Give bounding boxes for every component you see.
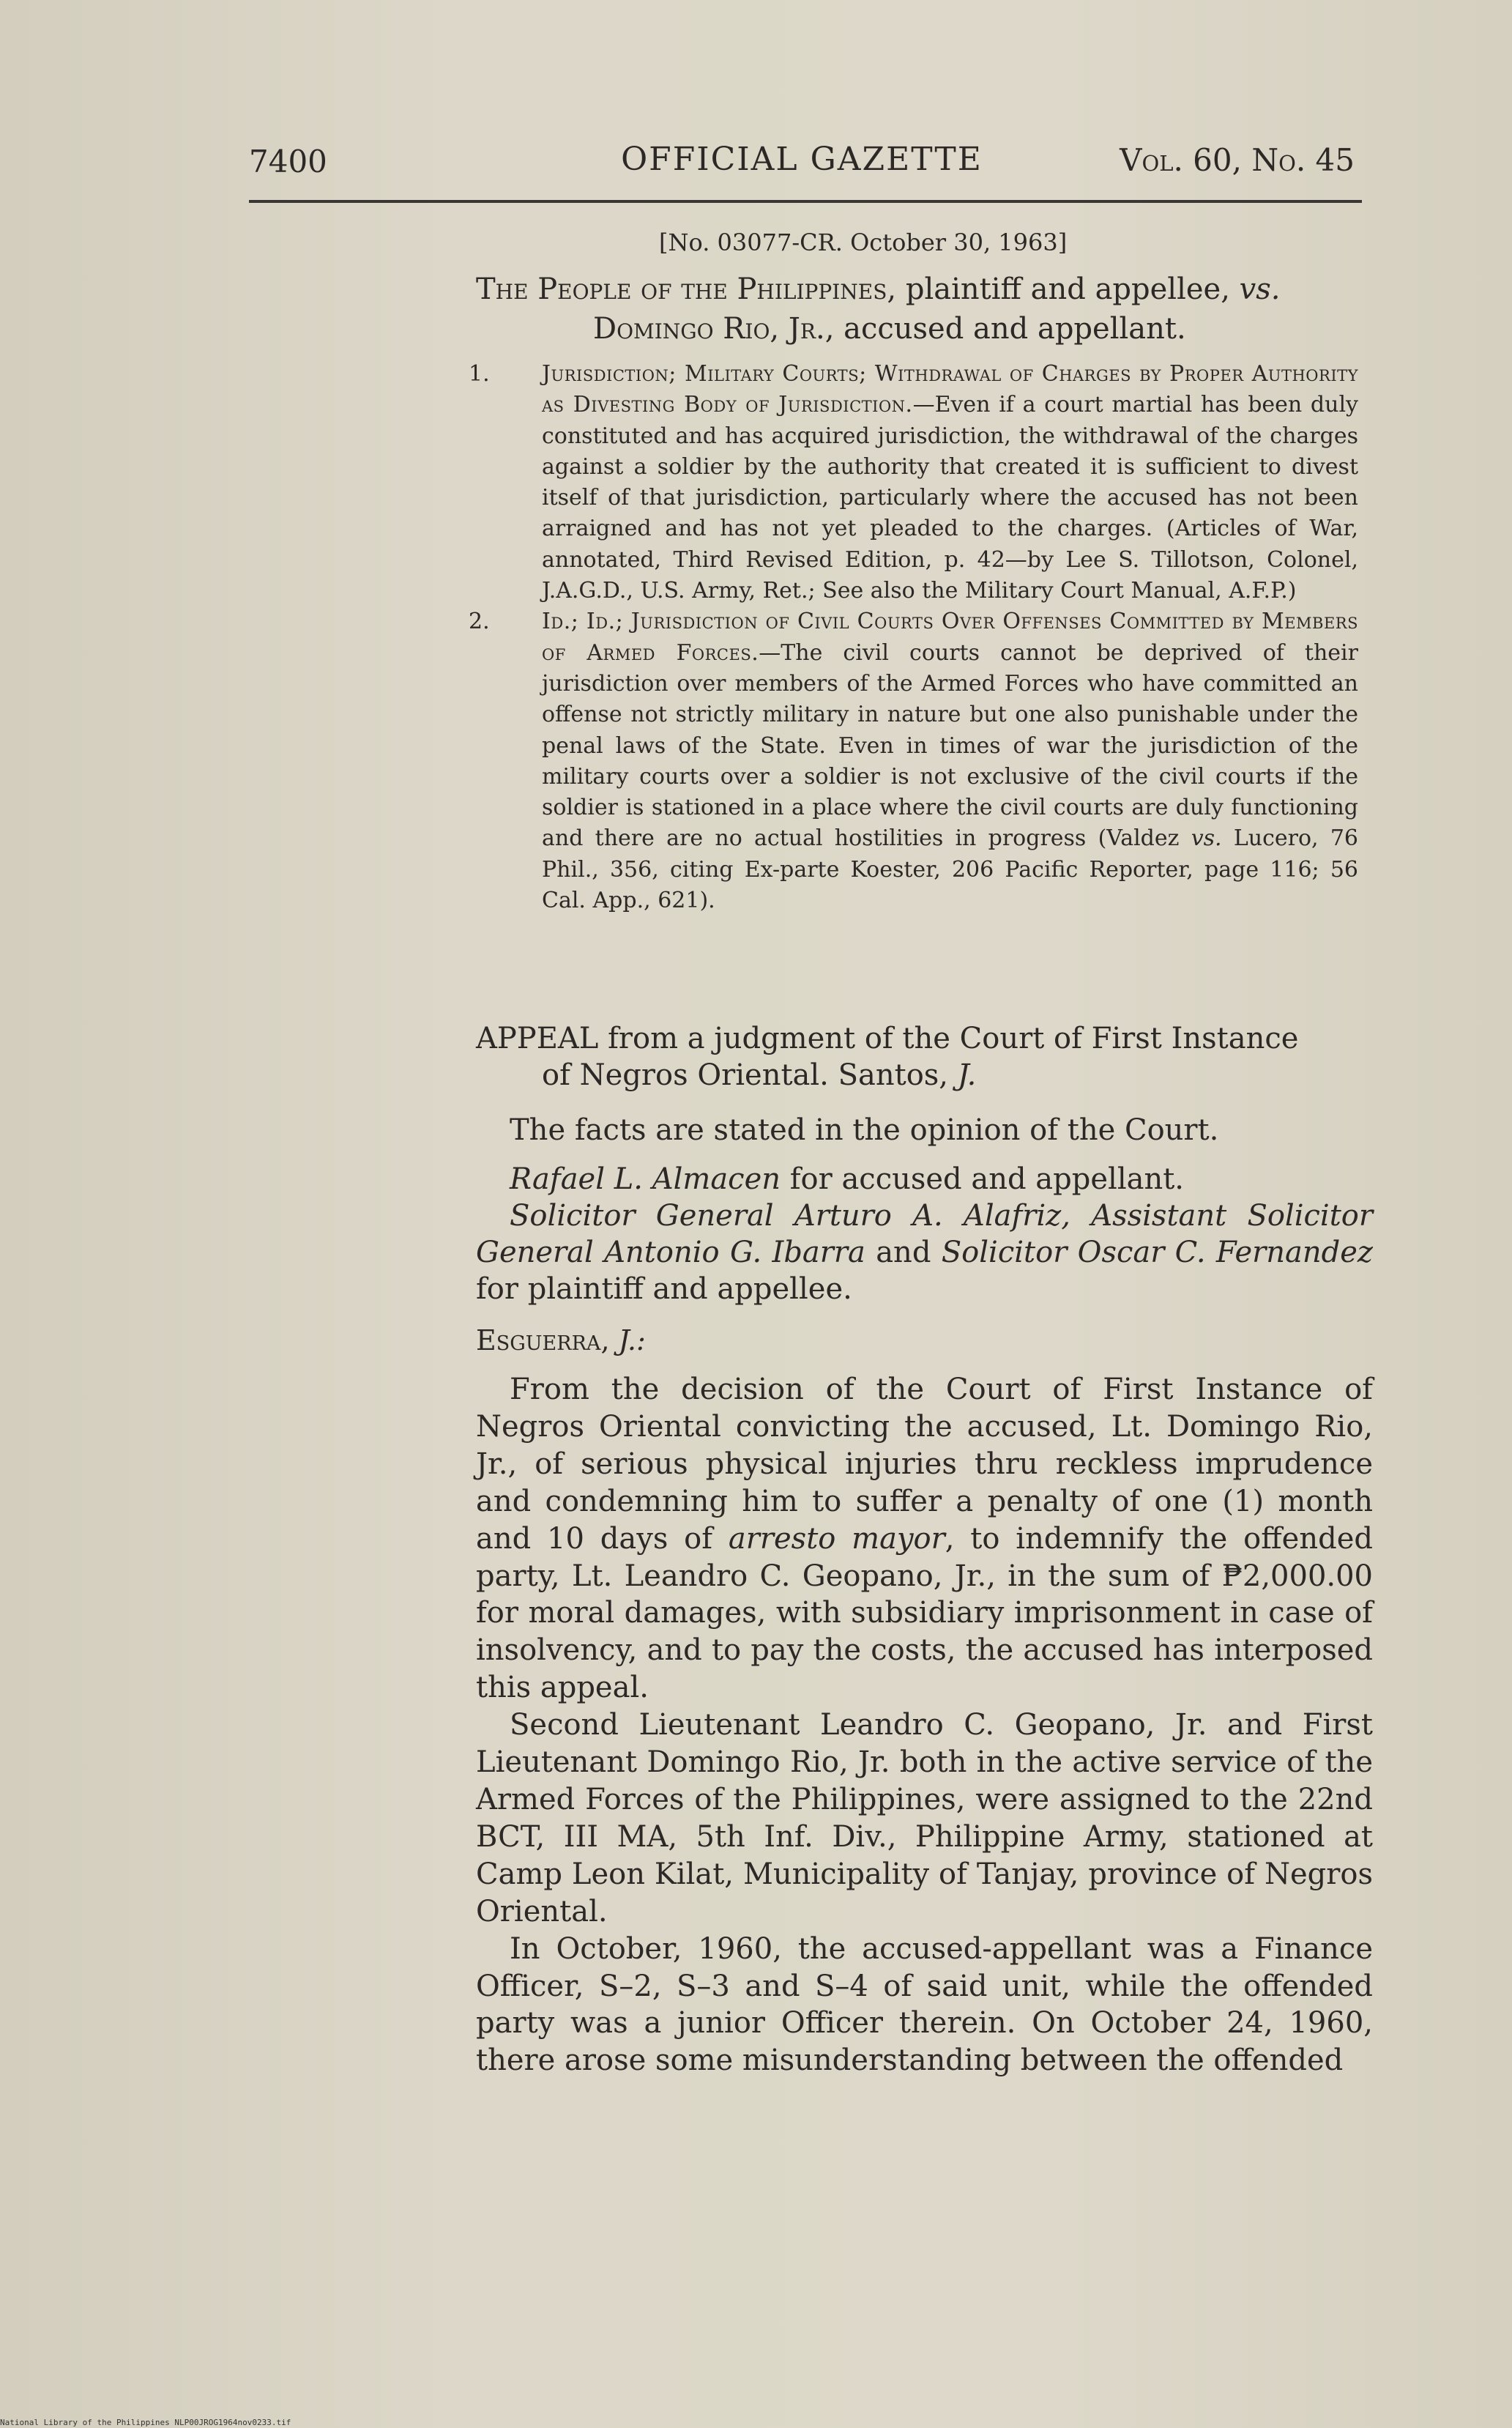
syllabus-heading: Id.; Id.; Jurisdiction of Civil Courts Over Offenses Committed by Members of Armed Forces. [542,609,1358,666]
plaintiff-name: The People of the Philippines [476,272,887,306]
accused-name: Domingo Rio, Jr. [593,312,825,346]
counsel-appellee [476,1198,1373,1307]
appeal-line-1: APPEAL from a judgment of the Court of First Instance [476,1022,1299,1055]
publication-title: OFFICIAL GAZETTE [621,141,983,178]
counsel-role: for accused and appellant. [781,1162,1185,1196]
opinion-body [476,1371,1373,2079]
syllabus-item [469,359,1358,606]
facts-statement: The facts are stated in the opinion of the Court. [510,1113,1219,1147]
ponente: Esguerra, J.: [476,1324,646,1356]
plaintiff-role: , plaintiff and appellee, [887,272,1240,306]
paragraph: In October, 1960, the accused-appellant was a Finance Officer, S–2, S–3 and S–4 of said unit, while the offended party was a junior Officer therein. On October 24, 1960, there arose some misunderstanding between the offended [476,1931,1373,2078]
scan-footer: National Library of the Philippines NLP00JROG1964nov0233.tif [0,2418,291,2427]
counsel-role-2: for plaintiff and appellee. [476,1272,852,1306]
syllabus-number: 2. [469,609,490,635]
counsel-name: Rafael L. Almacen [510,1162,781,1196]
syllabus [469,359,1358,916]
paragraph-text: From the decision of the Court of First Instance of Negros Oriental convicting the accused, Lt. Domingo Rio, Jr., of serious physical injuries thru reckless imprudence and condemning him to suffer a penalty of one (1) month and 10 days of [476,1373,1373,1556]
title-line-2 [476,309,1369,349]
counsel-and: and [865,1236,942,1269]
accused-role: , accused and appellant. [824,312,1186,346]
ponente-title: J.: [618,1324,646,1356]
header-rule [249,200,1362,203]
counsel-name-2: Solicitor Oscar C. Fernandez [941,1236,1373,1269]
counsel-names: Solicitor General Arturo A. Alafriz, Assistant Solicitor General Antonio G. Ibarra [476,1199,1373,1269]
appeal-line-2 [476,1057,1362,1094]
page-number: 7400 [249,144,327,179]
appeal-statement [476,1020,1362,1094]
paragraph-italic: arresto mayor [728,1521,945,1556]
syllabus-versus: vs. [1191,825,1222,852]
syllabus-text: —The civil courts cannot be deprived of their jurisdiction over members of the Armed Forces who have committed an offense not strictly military in nature but one also punishable under the penal laws of the State. Even in times of war the jurisdiction of the military courts over a soldier is not exclusive of the civil courts if the soldier is stationed in a place where the civil courts are duly functioning and there are no actual hostilities in progress (Valdez [542,639,1358,852]
volume-number: Vol. 60, No. 45 [1120,142,1355,178]
paragraph-text-end: , to indemnify the offended party, Lt. Leandro C. Geopano, Jr., in the sum of ₱2,000.00 for moral damages, with subsidiary imprisonment in case of insolvency, and to pay the costs, the accused has interposed this appeal. [476,1521,1373,1705]
ponente-name: Esguerra [476,1324,601,1356]
appeal-court: of Negros Oriental. Santos, [542,1058,958,1092]
syllabus-text-end: Lucero, 76 Phil., 356, citing Ex-parte Koester, 206 Pacific Reporter, page 116; 56 Cal. App., 621). [542,825,1359,914]
page-header [249,141,1355,192]
syllabus-number: 1. [469,361,490,387]
counsel-appellant [476,1161,1373,1198]
paragraph [476,1371,1373,1707]
syllabus-item [469,606,1358,916]
versus: vs. [1239,272,1281,306]
syllabus-heading: Jurisdiction; Military Courts; Withdrawal of Charges by Proper Authority as Divesting Body of Jurisdiction. [542,361,1358,418]
case-number: [No. 03077-CR. October 30, 1963] [659,229,1068,256]
appeal-judge-title: J. [957,1058,977,1092]
paragraph: Second Lieutenant Leandro C. Geopano, Jr. and First Lieutenant Domingo Rio, Jr. both in the active service of the Armed Forces of the Philippines, were assigned to the 22nd BCT, III MA, 5th Inf. Div., Philippine Army, stationed at Camp Leon Kilat, Municipality of Tanjay, province of Negros Oriental. [476,1708,1373,1928]
syllabus-text: —Even if a court martial has been duly constituted and has acquired jurisdiction, the withdrawal of the charges against a soldier by the authority that created it is sufficient to divest itself of that jurisdiction, particularly where the accused has not been arraigned and has not yet pleaded to the charges. (Articles of War, annotated, Third Revised Edition, p. 42—by Lee S. Tillotson, Colonel, J.A.G.D., U.S. Army, Ret.; See also the Military Court Manual, A.F.P.) [542,392,1358,604]
case-title [476,270,1369,349]
counsel [476,1161,1373,1307]
